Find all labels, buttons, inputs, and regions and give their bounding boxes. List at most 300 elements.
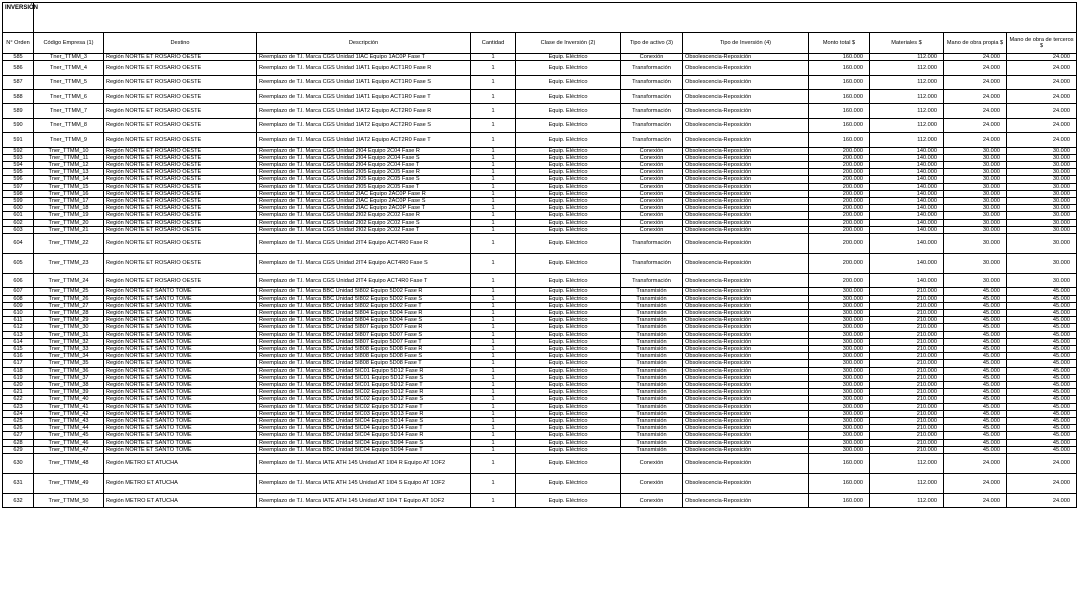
- cell-mot: 45.000: [1007, 309, 1077, 316]
- cell-cod: Tner_TTMM_32: [34, 338, 104, 345]
- cell-total: 300.000: [809, 331, 870, 338]
- table-row: [3, 418, 1077, 425]
- cell-cant: 1: [471, 346, 516, 353]
- cell-mot: 45.000: [1007, 295, 1077, 302]
- cell-n: 619: [3, 374, 34, 381]
- cell-total: 300.000: [809, 389, 870, 396]
- cell-cod: Tner_TTMM_22: [34, 233, 104, 253]
- cell-mat: 140.000: [870, 183, 944, 190]
- cell-tipo-activo: Transmisión: [621, 389, 683, 396]
- cell-clase: Equip. Eléctrico: [516, 161, 621, 168]
- cell-mot: 30.000: [1007, 212, 1077, 219]
- cell-cant: 1: [471, 288, 516, 295]
- cell-mat: 112.000: [870, 118, 944, 132]
- cell-mot: 45.000: [1007, 389, 1077, 396]
- cell-mop: 30.000: [944, 253, 1007, 273]
- cell-mop: 45.000: [944, 331, 1007, 338]
- cell-mop: 30.000: [944, 147, 1007, 154]
- cell-clase: Equip. Eléctrico: [516, 104, 621, 118]
- cell-n: 621: [3, 389, 34, 396]
- cell-mot: 30.000: [1007, 233, 1077, 253]
- cell-tipo-activo: Conexión: [621, 176, 683, 183]
- column-header: Tipo de Inversión (4): [683, 33, 809, 54]
- cell-desc: Reemplazo de T.I. Marca BBC Unidad 5IC04 Equipo 5D14 Fase T: [257, 425, 471, 432]
- cell-tipo-activo: Conexión: [621, 205, 683, 212]
- cell-cant: 1: [471, 161, 516, 168]
- cell-mot: 45.000: [1007, 288, 1077, 295]
- cell-clase: Equip. Eléctrico: [516, 439, 621, 446]
- cell-clase: Equip. Eléctrico: [516, 169, 621, 176]
- cell-tipo-activo: Transmisión: [621, 309, 683, 316]
- cell-cant: 1: [471, 233, 516, 253]
- cell-cant: 1: [471, 389, 516, 396]
- cell-n: 596: [3, 176, 34, 183]
- cell-clase: Equip. Eléctrico: [516, 338, 621, 345]
- cell-cod: Tner_TTMM_44: [34, 425, 104, 432]
- cell-tipo-activo: Conexión: [621, 454, 683, 474]
- cell-cod: Tner_TTMM_7: [34, 104, 104, 118]
- cell-desc: Reemplazo de T.I. Marca BBC Unidad 5IC03 Equipo 5D13 Fase R: [257, 410, 471, 417]
- cell-total: 300.000: [809, 396, 870, 403]
- cell-mop: 24.000: [944, 61, 1007, 75]
- cell-n: 599: [3, 197, 34, 204]
- cell-desc: Reemplazo de T.I. Marca CGS Unidad 2IT4 Equipo ACT4R0 Fase R: [257, 233, 471, 253]
- table-row: [3, 302, 1077, 309]
- cell-mat: 210.000: [870, 382, 944, 389]
- cell-desc: Reemplazo de T.I. Marca CGS Unidad 2I05 Equipo 2C05 Fase S: [257, 176, 471, 183]
- cell-cant: 1: [471, 54, 516, 61]
- cell-total: 160.000: [809, 133, 870, 147]
- cell-total: 200.000: [809, 253, 870, 273]
- cell-dest: Región NORTE ET SANTO TOME: [104, 360, 257, 367]
- cell-tipo-inv: Obsolescencia-Reposición: [683, 133, 809, 147]
- cell-cant: 1: [471, 474, 516, 494]
- cell-cant: 1: [471, 61, 516, 75]
- cell-dest: Región NORTE ET SANTO TOME: [104, 309, 257, 316]
- table-row: [3, 273, 1077, 287]
- cell-mop: 30.000: [944, 183, 1007, 190]
- cell-desc: Reemplazo de T.I. Marca BBC Unidad 5I808 Equipo 5D08 Fase T: [257, 360, 471, 367]
- table-row: [3, 61, 1077, 75]
- cell-tipo-inv: Obsolescencia-Reposición: [683, 253, 809, 273]
- cell-clase: Equip. Eléctrico: [516, 418, 621, 425]
- cell-tipo-inv: Obsolescencia-Reposición: [683, 454, 809, 474]
- cell-dest: Región METRO ET ATUCHA: [104, 474, 257, 494]
- cell-mop: 45.000: [944, 353, 1007, 360]
- cell-total: 160.000: [809, 54, 870, 61]
- cell-dest: Región NORTE ET ROSARIO OESTE: [104, 54, 257, 61]
- cell-n: 600: [3, 205, 34, 212]
- cell-tipo-inv: Obsolescencia-Reposición: [683, 418, 809, 425]
- cell-tipo-inv: Obsolescencia-Reposición: [683, 288, 809, 295]
- cell-mop: 30.000: [944, 212, 1007, 219]
- cell-mop: 24.000: [944, 474, 1007, 494]
- cell-tipo-inv: Obsolescencia-Reposición: [683, 410, 809, 417]
- cell-cod: Tner_TTMM_20: [34, 219, 104, 226]
- cell-mot: 45.000: [1007, 360, 1077, 367]
- cell-mop: 30.000: [944, 226, 1007, 233]
- cell-mop: 24.000: [944, 118, 1007, 132]
- cell-cod: Tner_TTMM_23: [34, 253, 104, 273]
- cell-cod: Tner_TTMM_28: [34, 309, 104, 316]
- cell-tipo-inv: Obsolescencia-Reposición: [683, 439, 809, 446]
- cell-n: 617: [3, 360, 34, 367]
- cell-n: 607: [3, 288, 34, 295]
- cell-mot: 45.000: [1007, 338, 1077, 345]
- cell-clase: Equip. Eléctrico: [516, 331, 621, 338]
- cell-total: 300.000: [809, 309, 870, 316]
- cell-cod: Tner_TTMM_42: [34, 410, 104, 417]
- cell-tipo-activo: Transmisión: [621, 295, 683, 302]
- cell-tipo-activo: Conexión: [621, 494, 683, 508]
- cell-mop: 45.000: [944, 446, 1007, 453]
- cell-total: 200.000: [809, 161, 870, 168]
- cell-tipo-activo: Transformación: [621, 233, 683, 253]
- cell-cod: Tner_TTMM_24: [34, 273, 104, 287]
- cell-mat: 210.000: [870, 353, 944, 360]
- cell-desc: Reemplazo de T.I. Marca CGS Unidad 2IT4 Equipo ACT4R0 Fase T: [257, 273, 471, 287]
- cell-mot: 24.000: [1007, 54, 1077, 61]
- cell-tipo-activo: Transmisión: [621, 446, 683, 453]
- cell-tipo-activo: Transformación: [621, 104, 683, 118]
- table-row: [3, 382, 1077, 389]
- cell-mot: 30.000: [1007, 147, 1077, 154]
- table-row: [3, 446, 1077, 453]
- cell-total: 300.000: [809, 382, 870, 389]
- cell-tipo-activo: Transmisión: [621, 382, 683, 389]
- cell-mot: 45.000: [1007, 410, 1077, 417]
- cell-clase: Equip. Eléctrico: [516, 382, 621, 389]
- cell-tipo-activo: Conexión: [621, 190, 683, 197]
- cell-mat: 210.000: [870, 389, 944, 396]
- cell-mot: 24.000: [1007, 494, 1077, 508]
- cell-clase: Equip. Eléctrico: [516, 474, 621, 494]
- cell-cant: 1: [471, 302, 516, 309]
- cell-tipo-activo: Conexión: [621, 54, 683, 61]
- cell-cant: 1: [471, 425, 516, 432]
- cell-tipo-inv: Obsolescencia-Reposición: [683, 396, 809, 403]
- cell-mot: 24.000: [1007, 89, 1077, 103]
- cell-desc: Reemplazo de T.I. Marca BBC Unidad 5I807 Equipo 5D07 Fase S: [257, 331, 471, 338]
- cell-cant: 1: [471, 374, 516, 381]
- cell-n: 613: [3, 331, 34, 338]
- cell-mat: 210.000: [870, 396, 944, 403]
- cell-n: 602: [3, 219, 34, 226]
- cell-desc: Reemplazo de T.I. Marca IATE ATH 145 Unidad AT 1I04 S Equipo AT 1OF2: [257, 474, 471, 494]
- cell-tipo-inv: Obsolescencia-Reposición: [683, 154, 809, 161]
- cell-tipo-inv: Obsolescencia-Reposición: [683, 183, 809, 190]
- cell-mot: 30.000: [1007, 190, 1077, 197]
- cell-n: 593: [3, 154, 34, 161]
- cell-mot: 30.000: [1007, 183, 1077, 190]
- cell-dest: Región NORTE ET ROSARIO OESTE: [104, 89, 257, 103]
- cell-clase: Equip. Eléctrico: [516, 454, 621, 474]
- cell-mat: 140.000: [870, 233, 944, 253]
- cell-desc: Reemplazo de T.I. Marca CGS Unidad 2I05 Equipo 2C05 Fase T: [257, 183, 471, 190]
- cell-cod: Tner_TTMM_3: [34, 54, 104, 61]
- cell-mat: 210.000: [870, 295, 944, 302]
- cell-dest: Región NORTE ET ROSARIO OESTE: [104, 118, 257, 132]
- table-row: [3, 288, 1077, 295]
- cell-clase: Equip. Eléctrico: [516, 367, 621, 374]
- cell-clase: Equip. Eléctrico: [516, 396, 621, 403]
- cell-mat: 140.000: [870, 176, 944, 183]
- cell-tipo-activo: Conexión: [621, 161, 683, 168]
- cell-tipo-inv: Obsolescencia-Reposición: [683, 233, 809, 253]
- cell-total: 200.000: [809, 205, 870, 212]
- table-row: [3, 161, 1077, 168]
- table-row: [3, 176, 1077, 183]
- cell-dest: Región NORTE ET ROSARIO OESTE: [104, 154, 257, 161]
- cell-dest: Región NORTE ET SANTO TOME: [104, 288, 257, 295]
- cell-dest: Región NORTE ET ROSARIO OESTE: [104, 104, 257, 118]
- cell-dest: Región NORTE ET ROSARIO OESTE: [104, 190, 257, 197]
- cell-n: 601: [3, 212, 34, 219]
- cell-total: 300.000: [809, 439, 870, 446]
- cell-tipo-inv: Obsolescencia-Reposición: [683, 169, 809, 176]
- cell-dest: Región NORTE ET SANTO TOME: [104, 403, 257, 410]
- cell-tipo-inv: Obsolescencia-Reposición: [683, 309, 809, 316]
- cell-tipo-inv: Obsolescencia-Reposición: [683, 425, 809, 432]
- cell-tipo-activo: Transmisión: [621, 302, 683, 309]
- cell-desc: Reemplazo de T.I. Marca CGS Unidad 2IT4 Equipo ACT4R0 Fase S: [257, 253, 471, 273]
- cell-cod: Tner_TTMM_27: [34, 302, 104, 309]
- cell-cant: 1: [471, 118, 516, 132]
- cell-mop: 24.000: [944, 54, 1007, 61]
- cell-cod: Tner_TTMM_48: [34, 454, 104, 474]
- cell-total: 200.000: [809, 176, 870, 183]
- table-row: [3, 104, 1077, 118]
- cell-cant: 1: [471, 212, 516, 219]
- cell-mat: 140.000: [870, 197, 944, 204]
- cell-cant: 1: [471, 147, 516, 154]
- column-header: Cantidad: [471, 33, 516, 54]
- cell-desc: Reemplazo de T.I. Marca CGS Unidad 2I04 Equipo 2C04 Fase S: [257, 154, 471, 161]
- cell-total: 200.000: [809, 197, 870, 204]
- cell-cant: 1: [471, 382, 516, 389]
- cell-cant: 1: [471, 154, 516, 161]
- cell-tipo-activo: Transmisión: [621, 346, 683, 353]
- cell-n: 598: [3, 190, 34, 197]
- cell-cant: 1: [471, 331, 516, 338]
- cell-dest: Región NORTE ET ROSARIO OESTE: [104, 183, 257, 190]
- table-row: [3, 374, 1077, 381]
- cell-clase: Equip. Eléctrico: [516, 432, 621, 439]
- cell-cant: 1: [471, 75, 516, 89]
- cell-tipo-activo: Transmisión: [621, 367, 683, 374]
- cell-total: 300.000: [809, 418, 870, 425]
- cell-cant: 1: [471, 324, 516, 331]
- cell-total: 300.000: [809, 410, 870, 417]
- cell-clase: Equip. Eléctrico: [516, 226, 621, 233]
- column-header: Descripción: [257, 33, 471, 54]
- cell-tipo-inv: Obsolescencia-Reposición: [683, 118, 809, 132]
- cell-n: 605: [3, 253, 34, 273]
- cell-desc: Reemplazo de T.I. Marca CGS Unidad 2I04 Equipo 2C04 Fase T: [257, 161, 471, 168]
- cell-mat: 210.000: [870, 374, 944, 381]
- cell-dest: Región NORTE ET ROSARIO OESTE: [104, 212, 257, 219]
- cell-desc: Reemplazo de T.I. Marca BBC Unidad 5I807 Equipo 5D07 Fase R: [257, 324, 471, 331]
- table-row: [3, 396, 1077, 403]
- cell-dest: Región NORTE ET ROSARIO OESTE: [104, 161, 257, 168]
- cell-n: 595: [3, 169, 34, 176]
- cell-total: 200.000: [809, 233, 870, 253]
- cell-dest: Región NORTE ET ROSARIO OESTE: [104, 233, 257, 253]
- table-row: [3, 190, 1077, 197]
- table-row: [3, 169, 1077, 176]
- cell-dest: Región NORTE ET ROSARIO OESTE: [104, 253, 257, 273]
- table-row: [3, 309, 1077, 316]
- cell-tipo-activo: Conexión: [621, 183, 683, 190]
- table-row: [3, 205, 1077, 212]
- cell-n: 604: [3, 233, 34, 253]
- cell-mot: 24.000: [1007, 454, 1077, 474]
- cell-cant: 1: [471, 317, 516, 324]
- cell-mot: 45.000: [1007, 367, 1077, 374]
- cell-cod: Tner_TTMM_30: [34, 324, 104, 331]
- cell-mop: 45.000: [944, 317, 1007, 324]
- cell-cod: Tner_TTMM_41: [34, 403, 104, 410]
- cell-dest: Región NORTE ET SANTO TOME: [104, 439, 257, 446]
- cell-n: 623: [3, 403, 34, 410]
- cell-mot: 30.000: [1007, 226, 1077, 233]
- table-row: [3, 367, 1077, 374]
- cell-tipo-activo: Conexión: [621, 147, 683, 154]
- cell-tipo-inv: Obsolescencia-Reposición: [683, 474, 809, 494]
- sheet-title: INVERSIÓN: [3, 3, 34, 33]
- cell-n: 630: [3, 454, 34, 474]
- cell-clase: Equip. Eléctrico: [516, 212, 621, 219]
- cell-cant: 1: [471, 226, 516, 233]
- cell-mat: 112.000: [870, 54, 944, 61]
- cell-n: 590: [3, 118, 34, 132]
- cell-mat: 112.000: [870, 454, 944, 474]
- cell-mat: 140.000: [870, 190, 944, 197]
- cell-total: 300.000: [809, 446, 870, 453]
- cell-cant: 1: [471, 169, 516, 176]
- cell-tipo-inv: Obsolescencia-Reposición: [683, 226, 809, 233]
- cell-total: 160.000: [809, 104, 870, 118]
- table-row: [3, 439, 1077, 446]
- cell-n: 606: [3, 273, 34, 287]
- cell-desc: Reemplazo de T.I. Marca CGS Unidad 2I05 Equipo 2C05 Fase R: [257, 169, 471, 176]
- cell-cod: Tner_TTMM_8: [34, 118, 104, 132]
- cell-mop: 45.000: [944, 302, 1007, 309]
- cell-clase: Equip. Eléctrico: [516, 219, 621, 226]
- table-row: [3, 403, 1077, 410]
- cell-tipo-inv: Obsolescencia-Reposición: [683, 273, 809, 287]
- cell-cod: Tner_TTMM_37: [34, 374, 104, 381]
- cell-desc: Reemplazo de T.I. Marca BBC Unidad 5I802 Equipo 5D02 Fase S: [257, 295, 471, 302]
- table-row: [3, 295, 1077, 302]
- cell-n: 616: [3, 353, 34, 360]
- cell-mot: 30.000: [1007, 169, 1077, 176]
- cell-mop: 45.000: [944, 346, 1007, 353]
- cell-clase: Equip. Eléctrico: [516, 89, 621, 103]
- cell-desc: Reemplazo de T.I. Marca CGS Unidad 2I02 Equipo 2C02 Fase R: [257, 212, 471, 219]
- cell-tipo-inv: Obsolescencia-Reposición: [683, 161, 809, 168]
- cell-cod: Tner_TTMM_34: [34, 353, 104, 360]
- cell-tipo-inv: Obsolescencia-Reposición: [683, 302, 809, 309]
- cell-cod: Tner_TTMM_14: [34, 176, 104, 183]
- cell-total: 160.000: [809, 454, 870, 474]
- cell-mat: 112.000: [870, 474, 944, 494]
- cell-tipo-inv: Obsolescencia-Reposición: [683, 324, 809, 331]
- cell-mat: 210.000: [870, 432, 944, 439]
- cell-desc: Reemplazo de T.I. Marca CGS Unidad 2IAC Equipo 2AC0P Fase S: [257, 197, 471, 204]
- cell-cant: 1: [471, 104, 516, 118]
- cell-cod: Tner_TTMM_31: [34, 331, 104, 338]
- cell-desc: Reemplazo de T.I. Marca CGS Unidad 2I02 Equipo 2C02 Fase T: [257, 226, 471, 233]
- cell-cod: Tner_TTMM_29: [34, 317, 104, 324]
- table-row: [3, 253, 1077, 273]
- cell-cod: Tner_TTMM_18: [34, 205, 104, 212]
- cell-dest: Región NORTE ET SANTO TOME: [104, 346, 257, 353]
- cell-mat: 210.000: [870, 309, 944, 316]
- cell-total: 300.000: [809, 346, 870, 353]
- cell-dest: Región NORTE ET ROSARIO OESTE: [104, 176, 257, 183]
- cell-mat: 210.000: [870, 317, 944, 324]
- cell-n: 591: [3, 133, 34, 147]
- cell-cod: Tner_TTMM_11: [34, 154, 104, 161]
- cell-tipo-activo: Transmisión: [621, 418, 683, 425]
- cell-total: 300.000: [809, 353, 870, 360]
- cell-cod: Tner_TTMM_43: [34, 418, 104, 425]
- cell-dest: Región NORTE ET ROSARIO OESTE: [104, 61, 257, 75]
- cell-tipo-activo: Transmisión: [621, 317, 683, 324]
- cell-tipo-inv: Obsolescencia-Reposición: [683, 190, 809, 197]
- cell-mat: 112.000: [870, 494, 944, 508]
- cell-total: 300.000: [809, 295, 870, 302]
- cell-mot: 45.000: [1007, 418, 1077, 425]
- cell-desc: Reemplazo de T.I. Marca CGS Unidad 1IAC Equipo 1AC0P Fase T: [257, 54, 471, 61]
- cell-tipo-activo: Conexión: [621, 154, 683, 161]
- table-row: [3, 317, 1077, 324]
- cell-dest: Región NORTE ET SANTO TOME: [104, 338, 257, 345]
- cell-mat: 140.000: [870, 154, 944, 161]
- cell-cod: Tner_TTMM_50: [34, 494, 104, 508]
- cell-cod: Tner_TTMM_40: [34, 396, 104, 403]
- cell-mop: 45.000: [944, 382, 1007, 389]
- cell-clase: Equip. Eléctrico: [516, 425, 621, 432]
- cell-cant: 1: [471, 432, 516, 439]
- table-row: [3, 133, 1077, 147]
- cell-desc: Reemplazo de T.I. Marca CGS Unidad 1IAT1 Equipo ACT1R0 Fase R: [257, 61, 471, 75]
- cell-dest: Región NORTE ET SANTO TOME: [104, 382, 257, 389]
- cell-cant: 1: [471, 418, 516, 425]
- cell-clase: Equip. Eléctrico: [516, 324, 621, 331]
- cell-mat: 210.000: [870, 439, 944, 446]
- cell-cod: Tner_TTMM_6: [34, 89, 104, 103]
- cell-mot: 30.000: [1007, 219, 1077, 226]
- cell-mot: 30.000: [1007, 161, 1077, 168]
- cell-mop: 30.000: [944, 197, 1007, 204]
- cell-tipo-inv: Obsolescencia-Reposición: [683, 317, 809, 324]
- cell-n: 592: [3, 147, 34, 154]
- cell-total: 160.000: [809, 75, 870, 89]
- cell-cod: Tner_TTMM_12: [34, 161, 104, 168]
- cell-dest: Región METRO ET ATUCHA: [104, 494, 257, 508]
- cell-n: 608: [3, 295, 34, 302]
- cell-tipo-activo: Transformación: [621, 61, 683, 75]
- cell-n: 615: [3, 346, 34, 353]
- cell-tipo-inv: Obsolescencia-Reposición: [683, 338, 809, 345]
- table-row: [3, 454, 1077, 474]
- cell-mop: 45.000: [944, 425, 1007, 432]
- cell-cod: Tner_TTMM_21: [34, 226, 104, 233]
- cell-n: 603: [3, 226, 34, 233]
- cell-clase: Equip. Eléctrico: [516, 302, 621, 309]
